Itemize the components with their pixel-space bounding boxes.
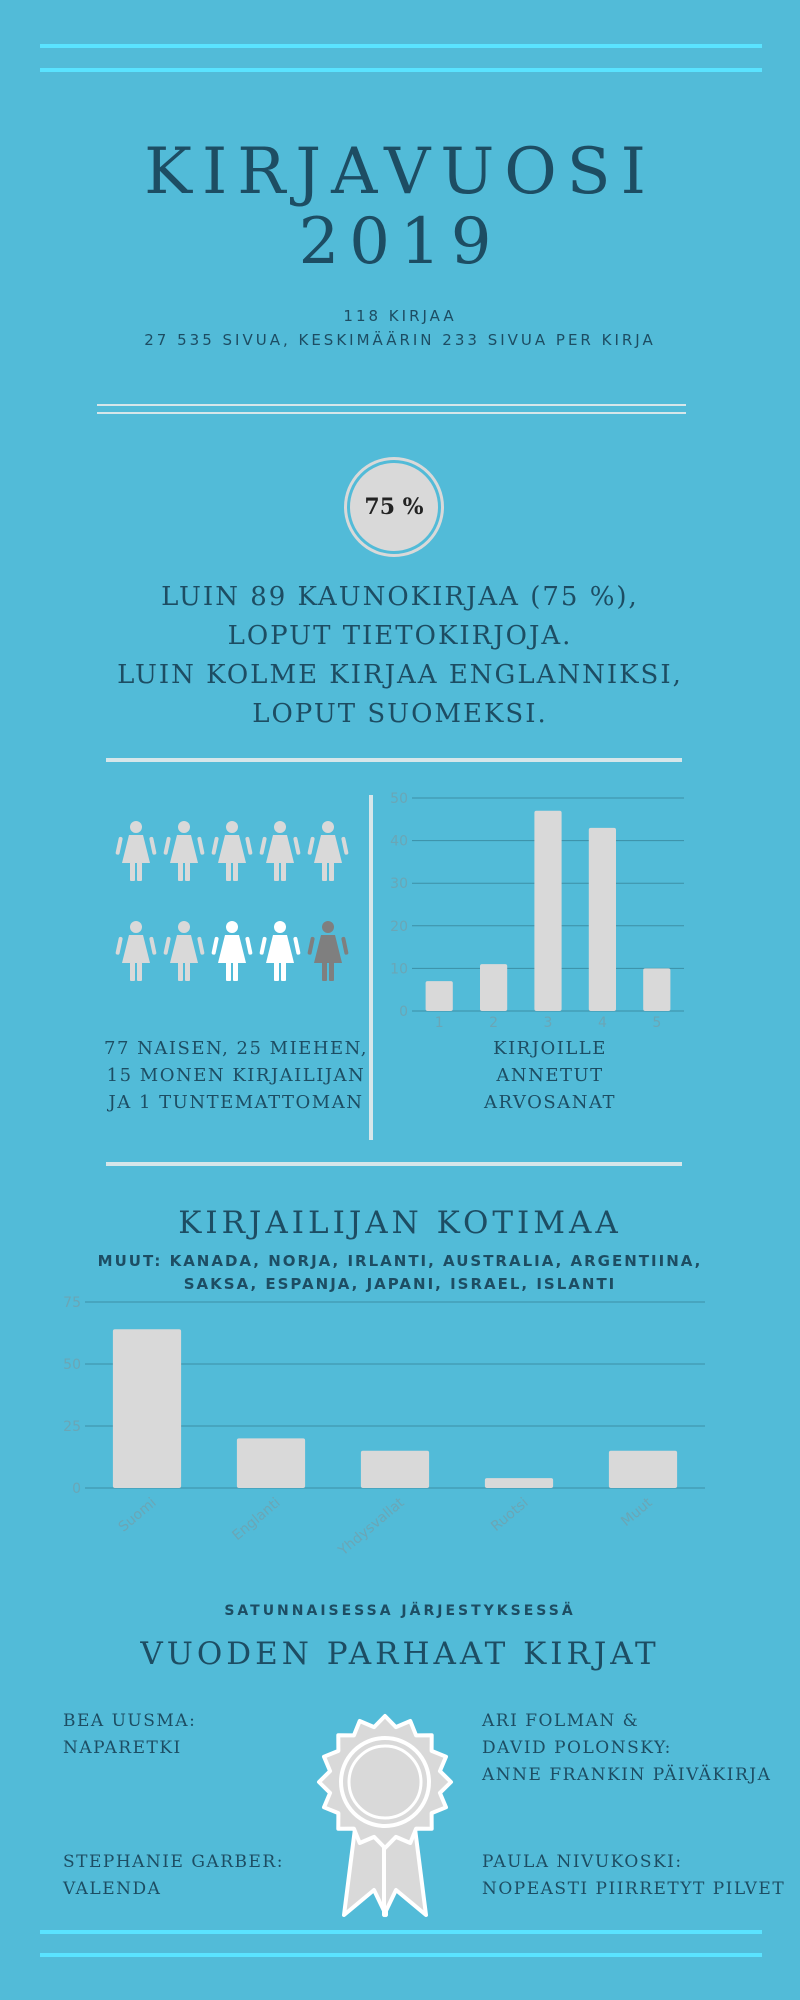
caption-line: ANNETUT (496, 1065, 604, 1086)
bar (426, 981, 453, 1011)
x-tick-label: Yhdysvallat (335, 1494, 408, 1559)
woman-figure-icon (259, 921, 300, 981)
x-tick-label: 5 (652, 1015, 662, 1031)
bar (113, 1329, 181, 1488)
best-book-4 (482, 1849, 785, 1903)
fiction-percent-badge: 75 % (347, 460, 441, 554)
x-tick-label: 4 (597, 1015, 607, 1031)
bar (534, 811, 561, 1011)
y-tick-label: 50 (390, 791, 408, 807)
caption-line: 77 NAISEN, 25 MIEHEN, (104, 1038, 368, 1059)
book-title: NOPEASTI PIIRRETYT PILVET (482, 1879, 786, 1899)
fact-line: LOPUT SUOMEKSI. (252, 699, 548, 729)
caption-line: 15 MONEN KIRJAILIJAN (106, 1065, 366, 1086)
x-tick-label: Ruotsi (488, 1494, 532, 1535)
fact-line: LUIN 89 KAUNOKIRJAA (75 %), (161, 582, 639, 612)
book-author: STEPHANIE GARBER: (63, 1852, 284, 1872)
woman-figure-icon (115, 921, 156, 981)
woman-figure-icon (163, 921, 204, 981)
section-divider-2 (106, 1162, 682, 1166)
x-tick-label: Suomi (115, 1494, 160, 1536)
x-tick-label: 3 (543, 1015, 553, 1031)
bar (485, 1478, 553, 1488)
woman-figure-icon (211, 821, 252, 881)
book-author: BEA UUSMA: (63, 1711, 197, 1731)
y-tick-label: 50 (63, 1357, 81, 1373)
y-tick-label: 10 (390, 961, 408, 978)
page-title-line2: 2019 (298, 205, 502, 279)
x-tick-label: 1 (434, 1015, 444, 1031)
page-title-line1: KIRJAVUOSI (144, 135, 656, 209)
woman-figure-icon (307, 821, 348, 881)
book-author: PAULA NIVUKOSKI: (482, 1852, 683, 1872)
y-tick-label: 25 (63, 1419, 81, 1435)
fact-line: LUIN KOLME KIRJAA ENGLANNIKSI, (117, 660, 683, 690)
caption-line: JA 1 TUNTEMATTOMAN (108, 1092, 364, 1113)
section-divider-1 (106, 758, 682, 762)
best-title: VUODEN PARHAAT KIRJAT (140, 1636, 660, 1672)
x-tick-label: 2 (489, 1015, 499, 1031)
woman-figure-icon (211, 921, 252, 981)
woman-figure-icon (307, 921, 348, 981)
ratings-caption (440, 1035, 660, 1116)
book-title: ANNE FRANKIN PÄIVÄKIRJA (482, 1765, 772, 1785)
pages-summary: 27 535 SIVUA, KESKIMÄÄRIN 233 SIVUA PER KIRJA (144, 331, 656, 349)
woman-figure-icon (259, 821, 300, 881)
x-tick-label: Muut (618, 1494, 656, 1530)
bottom-rule-1 (40, 1930, 762, 1934)
top-rule-2 (40, 68, 762, 72)
header-divider (97, 404, 686, 414)
bar (609, 1451, 677, 1488)
y-tick-label: 75 (63, 1295, 81, 1311)
book-author: ARI FOLMAN & (482, 1711, 640, 1731)
x-tick-label: Englanti (229, 1494, 284, 1544)
bar (643, 968, 670, 1011)
y-tick-label: 30 (390, 876, 408, 893)
vertical-divider (369, 795, 373, 1140)
author-gender-figures (110, 815, 360, 1005)
books-count: 118 KIRJAA (343, 307, 457, 325)
best-book-1 (63, 1708, 196, 1762)
y-tick-label: 0 (72, 1481, 81, 1497)
award-ribbon-icon (310, 1710, 460, 1920)
best-book-3 (63, 1849, 284, 1903)
top-rule-1 (40, 44, 762, 48)
bar (589, 828, 616, 1011)
bar (361, 1451, 429, 1488)
woman-figure-icon (163, 821, 204, 881)
fiction-facts (0, 578, 800, 734)
best-book-2 (482, 1708, 771, 1789)
y-tick-label: 0 (399, 1004, 408, 1020)
ratings-chart (380, 780, 700, 1040)
caption-line: KIRJOILLE (493, 1038, 607, 1059)
fact-line: LOPUT TIETOKIRJOJA. (227, 621, 573, 651)
bar (480, 964, 507, 1011)
country-others-2: SAKSA, ESPANJA, JAPANI, ISRAEL, ISLANTI (183, 1275, 617, 1293)
book-title: NAPARETKI (63, 1738, 182, 1758)
woman-figure-icon (115, 821, 156, 881)
book-author: DAVID POLONSKY: (482, 1738, 672, 1758)
y-tick-label: 40 (390, 833, 408, 850)
country-others-1: MUUT: KANADA, NORJA, IRLANTI, AUSTRALIA, ARGENTIINA, (97, 1252, 703, 1270)
bottom-rule-2 (40, 1953, 762, 1957)
caption-line: ARVOSANAT (484, 1092, 616, 1113)
authors-caption (96, 1035, 376, 1116)
book-title: VALENDA (63, 1879, 162, 1899)
y-tick-label: 20 (390, 918, 408, 935)
country-title: KIRJAILIJAN KOTIMAA (178, 1205, 622, 1241)
bar (237, 1438, 305, 1488)
best-subtitle: SATUNNAISESSA JÄRJESTYKSESSÄ (224, 1603, 576, 1619)
country-chart (40, 1290, 720, 1560)
